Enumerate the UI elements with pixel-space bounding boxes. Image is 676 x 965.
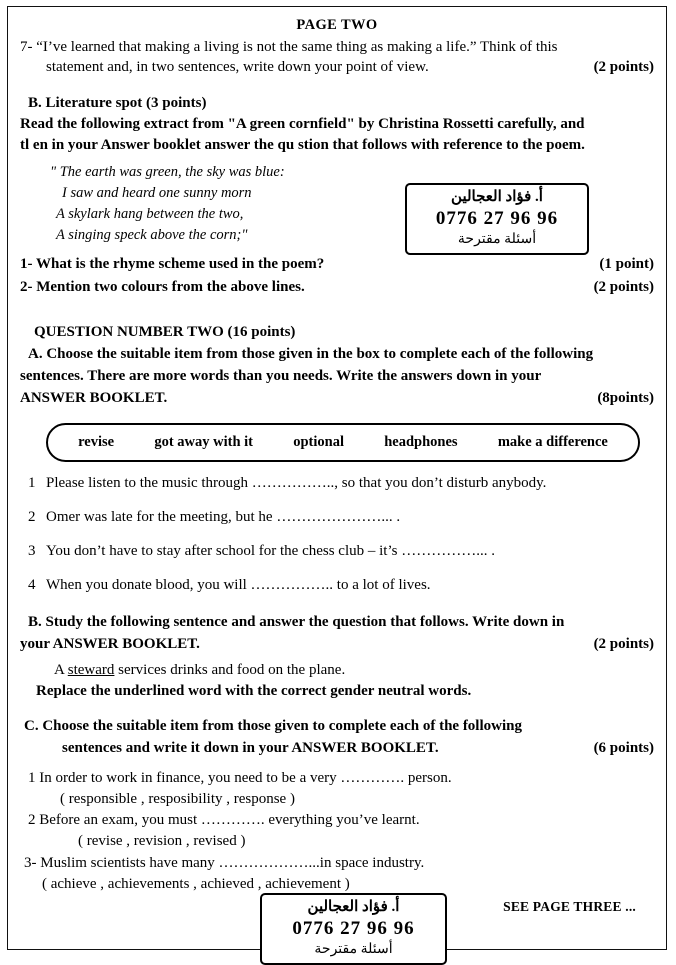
blank-item-2-text: Omer was late for the meeting, but he …………………... . [46, 509, 401, 526]
blank-item-3-number: 3 [28, 543, 36, 560]
poem-line-2: I saw and heard one sunny morn [62, 185, 252, 202]
teacher-stamp-bottom [260, 893, 447, 965]
stamp-arabic-name: أ. فؤاد العجالين [451, 189, 543, 205]
poem-line-3: A skylark hang between the two, [56, 206, 244, 223]
part-b-line-1: B. Study the following sentence and answer the question that follows. Write down in [28, 614, 565, 631]
part-c-item-3-options: ( achieve , achievements , achieved , achievement ) [42, 876, 350, 893]
question-two-part-b [20, 612, 654, 655]
part-c-line-2 [62, 738, 654, 760]
part-b-line-2 [20, 634, 654, 655]
poem-line-1: " The earth was green, the sky was blue: [50, 164, 285, 181]
question-two-part-a-line-3 [20, 388, 654, 410]
word-bank-item-2: got away with it [154, 434, 253, 451]
blank-item-3 [20, 544, 654, 559]
word-bank-item-1: revise [78, 434, 115, 451]
stamp-arabic-subtitle-bottom: أسئلة مقترحة [314, 941, 393, 957]
question-two-part-a-line-3-text: ANSWER BOOKLET. [20, 389, 168, 406]
part-b-line-2-text: your ANSWER BOOKLET. [20, 635, 200, 652]
question-7-line-2-text: statement and, in two sentences, write down your point of view. [46, 59, 429, 76]
page-title: PAGE TWO [296, 17, 378, 33]
question-7-points: (2 points) [593, 59, 654, 76]
part-c-items [20, 768, 654, 896]
word-bank-item-5: make a difference [497, 434, 608, 451]
blank-item-4-number: 4 [28, 577, 36, 594]
literature-instruction-line-2: tl en in your Answer booklet answer the qu stion that follows with reference to the poem. [20, 137, 585, 154]
part-c-item-1-options: ( responsible , resposibility , response ) [60, 790, 295, 807]
part-c-line-1: C. Choose the suitable item from those given to complete each of the following [24, 718, 522, 735]
part-c-item-3-text: 3- Muslim scientists have many ………………...in space industry. [24, 854, 425, 871]
literature-section [20, 93, 654, 157]
fill-in-blank-list [20, 476, 654, 593]
question-two-part-a-line-2: sentences. There are more words than you needs. Write the answers down in your [20, 367, 542, 384]
part-c-item-1-text: 1 In order to work in finance, you need to be a very …………. person. [28, 769, 452, 786]
part-c-line-2-text: sentences and write it down in your ANSWER BOOKLET. [62, 739, 439, 756]
question-7-line-1: 7- “I’ve learned that making a living is not the same thing as making a life.” Think of this [20, 39, 558, 55]
word-bank-item-4: headphones [384, 434, 458, 451]
literature-question-2-points: (2 points) [593, 278, 654, 295]
question-two-part-a-points: (8points) [597, 389, 654, 406]
question-7 [20, 37, 654, 78]
part-b-underlined-word: steward [67, 662, 115, 679]
part-b-sentence-post: services drinks and food on the plane. [114, 662, 346, 679]
blank-item-2-number: 2 [28, 509, 36, 526]
literature-question-2-text: 2- Mention two colours from the above lines. [20, 278, 305, 295]
literature-question-1 [20, 253, 654, 276]
blank-item-1-text: Please listen to the music through …………….., so that you don’t disturb anybody. [46, 475, 547, 492]
word-bank-item-3: optional [293, 434, 344, 451]
literature-questions [20, 253, 654, 298]
question-two-title: QUESTION NUMBER TWO (16 points) [34, 324, 296, 341]
part-b-points: (2 points) [593, 635, 654, 652]
page-footer-note: SEE PAGE THREE ... [503, 899, 636, 914]
blank-item-4-text: When you donate blood, you will …………….. to a lot of lives. [46, 577, 431, 594]
part-c-points: (6 points) [593, 739, 654, 756]
question-7-line-2 [46, 57, 654, 77]
stamp-arabic-subtitle: أسئلة مقترحة [457, 231, 537, 247]
stamp-arabic-name-bottom: أ. فؤاد العجالين [307, 899, 400, 915]
part-c-item-2-text: 2 Before an exam, you must …………. everything you’ve learnt. [28, 812, 420, 829]
question-two-part-a-line-1: A. Choose the suitable item from those given in the box to complete each of the following [28, 346, 594, 363]
exam-page [7, 6, 667, 957]
literature-question-1-text: 1- What is the rhyme scheme used in the poem? [20, 256, 325, 273]
literature-instruction-line-1: Read the following extract from "A green cornfield" by Christina Rossetti carefully, and [20, 115, 585, 132]
part-b-sentence-pre: A [54, 662, 68, 679]
literature-question-2 [20, 276, 654, 299]
stamp-phone-number: 0776 27 96 96 [435, 207, 559, 229]
literature-question-1-points: (1 point) [599, 256, 654, 273]
word-bank-box [46, 423, 640, 462]
blank-item-1-number: 1 [28, 475, 36, 492]
question-two-section [20, 322, 654, 409]
part-c-item-2-options: ( revise , revision , revised ) [78, 833, 246, 850]
literature-heading: B. Literature spot (3 points) [28, 94, 207, 111]
part-b-task: Replace the underlined word with the correct gender neutral words. [36, 683, 472, 700]
question-two-part-c [20, 716, 654, 760]
page-content [20, 13, 654, 957]
part-b-sentence [54, 662, 654, 679]
blank-item-4 [20, 578, 654, 593]
blank-item-1 [20, 476, 654, 491]
blank-item-3-text: You don’t have to stay after school for the chess club – it’s ……………... . [46, 543, 495, 560]
blank-item-2 [20, 510, 654, 525]
poem-line-4: A singing speck above the corn;" [56, 227, 248, 244]
stamp-phone-number-bottom: 0776 27 96 96 [292, 917, 415, 939]
teacher-stamp-top [405, 183, 589, 255]
